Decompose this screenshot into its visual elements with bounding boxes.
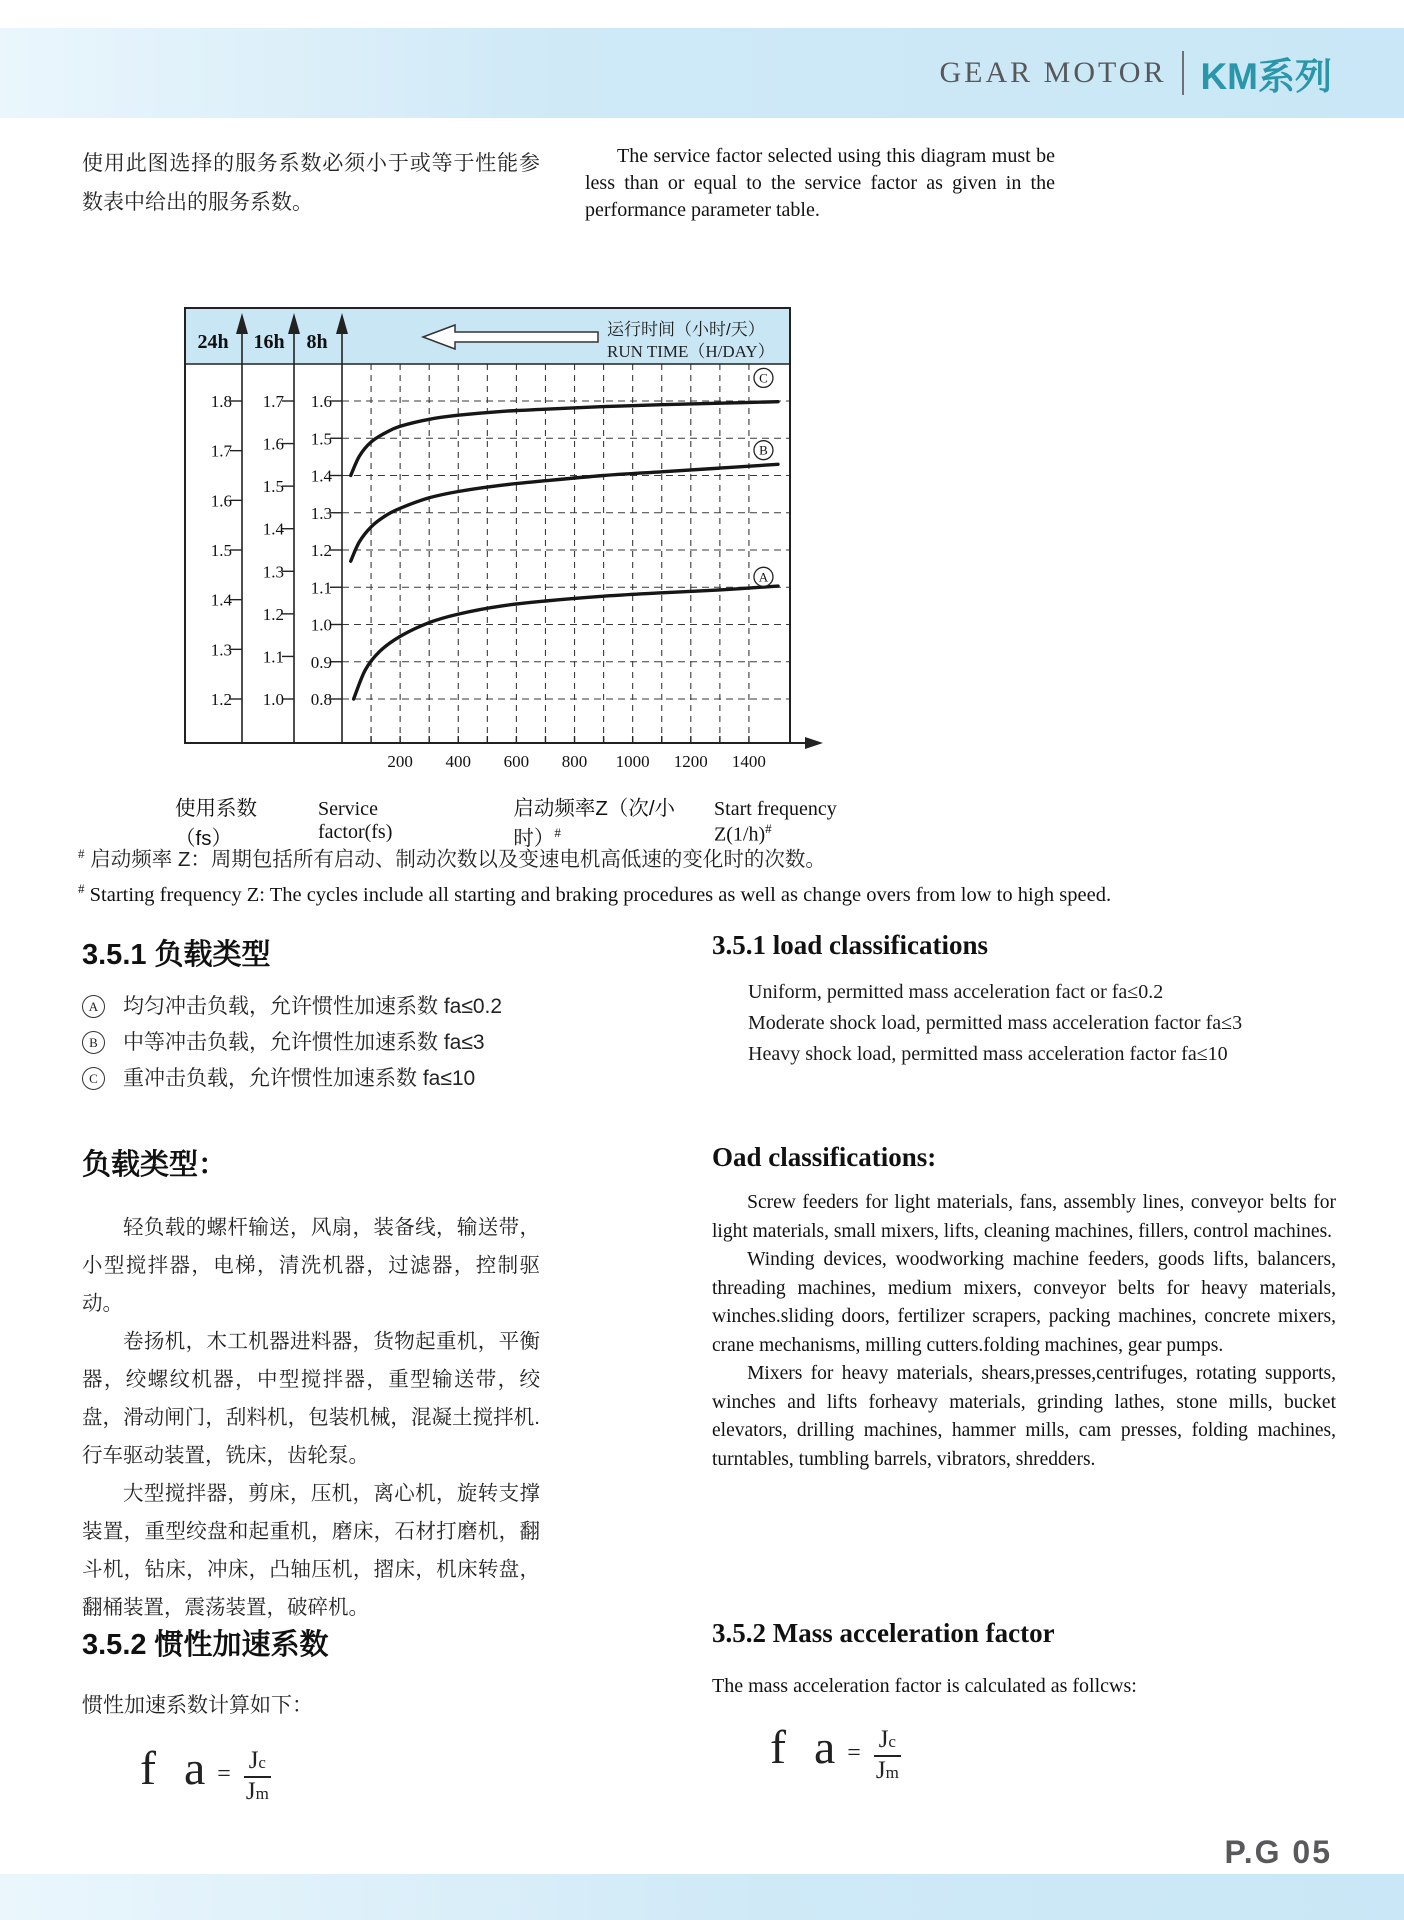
section-load-types-en — [712, 1142, 1336, 1474]
svg-text:1.8: 1.8 — [210, 392, 232, 411]
fa-formula-en — [770, 1721, 1336, 1786]
svg-text:8h: 8h — [306, 331, 328, 353]
caption-service-factor-en: Service factor(fs) — [317, 798, 393, 843]
svg-text:1.6: 1.6 — [262, 434, 284, 454]
svg-text:800: 800 — [561, 752, 588, 771]
mass-accel-title-en: 3.5.2 Mass acceleration factor — [712, 1618, 1055, 1648]
load-types-title-zh: 负载类型： — [82, 1149, 228, 1181]
svg-text:1.2: 1.2 — [310, 541, 332, 560]
load-types-para-heavy-en: Mixers for heavy materials, shears,presses,centrifuges, rotating supports, winches and lifts forheavy materials, grinding lathes, stone mills, bucket elevators, drilling machines, hammer mills, cam presses, folding machines, turntables, tumbling barrels, vibrators, shredders. — [712, 1363, 1336, 1470]
load-types-title-en: Oad classifications: — [712, 1142, 937, 1172]
formula-numerator: Jc — [244, 1747, 271, 1778]
load-types-para-heavy-zh: 大型搅拌器，剪床，压机，离心机，旋转支撑装置，重型绞盘和起重机，磨床，石材打磨机，翻斗机，钻床，冲床，凸轴压机，摺床，机床转盘，翻桶装置，震荡装置，破碎机。 — [82, 1482, 540, 1619]
formula-equals: = — [847, 1740, 861, 1766]
formula-numerator: Jc — [874, 1726, 901, 1757]
svg-text:200: 200 — [387, 752, 413, 771]
svg-text:1.1: 1.1 — [310, 578, 332, 598]
curve-A — [354, 586, 778, 699]
load-class-item-b-text: 中等冲击负载，允许惯性加速系数 fa≤3 — [123, 1031, 485, 1054]
section-mass-accel-en — [712, 1618, 1336, 1786]
header-product-title: GEAR MOTOR — [939, 56, 1167, 89]
header-divider — [1182, 51, 1184, 95]
svg-text:400: 400 — [445, 752, 472, 771]
svg-text:RUN TIME（H/DAY）: RUN TIME（H/DAY） — [607, 342, 775, 361]
load-class-para-moderate: Moderate shock load, permitted mass acceleration factor fa≤3 — [748, 1012, 1243, 1034]
load-class-item-c — [82, 1061, 552, 1097]
caption-start-frequency-en: Start frequency Z(1/h)# — [714, 798, 837, 846]
mass-accel-title-zh: 3.5.2 惯性加速系数 — [82, 1629, 329, 1661]
svg-text:1200: 1200 — [673, 752, 708, 771]
mass-accel-lead-zh: 惯性加速系数计算如下： — [82, 1694, 313, 1717]
load-types-para-light-en: Screw feeders for light materials, fans, assembly lines, conveyor belts for light materials, small mixers, lifts, cleaning machines, fillers, control machines. — [712, 1192, 1336, 1242]
svg-text:1.6: 1.6 — [210, 491, 232, 511]
svg-text:1.0: 1.0 — [262, 690, 284, 709]
page-header — [939, 28, 1332, 118]
svg-text:1.3: 1.3 — [210, 640, 232, 660]
load-class-item-c-text: 重冲击负载，允许惯性加速系数 fa≤10 — [123, 1067, 476, 1090]
svg-text:16h: 16h — [253, 331, 285, 353]
svg-text:1.2: 1.2 — [262, 604, 284, 624]
svg-text:1.4: 1.4 — [310, 466, 332, 486]
svg-text:24h: 24h — [197, 331, 229, 353]
circled-letter-c: C — [82, 1067, 105, 1090]
svg-text:1.7: 1.7 — [210, 441, 232, 461]
load-class-para-uniform: Uniform, permitted mass acceleration fact or fa≤0.2 — [748, 981, 1164, 1003]
formula-denominator: Jm — [245, 1777, 269, 1805]
formula-equals: = — [217, 1761, 231, 1787]
load-class-para-heavy: Heavy shock load, permitted mass acceleration factor fa≤10 — [748, 1043, 1228, 1065]
section-title-zh: 3.5.1 负载类型 — [82, 939, 271, 971]
section-load-classifications-en — [712, 930, 1336, 1070]
footnote-en: # Starting frequency Z: The cycles include all starting and braking procedures as well as change overs from low to high speed. — [78, 881, 1112, 906]
section-title-en: 3.5.1 load classifications — [712, 930, 989, 960]
svg-text:1.5: 1.5 — [210, 541, 232, 560]
header-series-title: KM系列 — [1200, 56, 1332, 97]
svg-text:A: A — [758, 569, 769, 585]
service-factor-chart — [183, 306, 833, 776]
footnote-zh: # 启动频率 Z：周期包括所有启动、制动次数以及变速电机高低速的变化时的次数。 — [78, 846, 826, 871]
svg-text:0.8: 0.8 — [310, 690, 332, 709]
svg-text:1.3: 1.3 — [262, 562, 284, 582]
load-class-items — [82, 989, 552, 1097]
svg-text:1.4: 1.4 — [210, 590, 232, 610]
formula-fraction — [871, 1726, 904, 1786]
section-load-classifications-zh — [82, 932, 552, 1097]
service-factor-chart-wrap — [175, 306, 883, 851]
svg-text:1.5: 1.5 — [262, 477, 284, 497]
load-types-paras-zh — [82, 1209, 540, 1627]
svg-text:1.5: 1.5 — [310, 429, 332, 449]
fa-formula-zh — [140, 1742, 552, 1807]
svg-text:1.1: 1.1 — [262, 647, 284, 667]
page-number: P.G 05 — [1224, 1834, 1332, 1870]
svg-text:C: C — [759, 370, 768, 386]
svg-text:1.4: 1.4 — [262, 519, 284, 539]
svg-text:0.9: 0.9 — [310, 652, 332, 672]
load-class-item-a — [82, 989, 552, 1025]
caption-service-factor-zh: 使用系数（fs） — [175, 797, 257, 850]
load-class-paras-en — [712, 977, 1336, 1070]
svg-text:1.2: 1.2 — [210, 690, 232, 709]
svg-text:B: B — [759, 442, 768, 458]
svg-text:1000: 1000 — [615, 752, 650, 771]
mass-accel-lead-en: The mass acceleration factor is calculated as follcws: — [712, 1675, 1137, 1697]
svg-text:1.3: 1.3 — [310, 503, 332, 523]
formula-lhs: f a — [140, 1742, 214, 1795]
circled-letter-b: B — [82, 1031, 105, 1054]
svg-text:1400: 1400 — [731, 752, 766, 771]
formula-lhs: f a — [770, 1721, 844, 1774]
caption-start-frequency-zh: 启动频率Z（次/小时）# — [513, 797, 676, 850]
formula-denominator: Jm — [875, 1756, 899, 1784]
formula-fraction — [241, 1747, 274, 1807]
load-types-para-light-zh: 轻负载的螺杆输送，风扇，装备线，输送带，小型搅拌器，电梯，清洗机器，过滤器，控制驱动。 — [82, 1216, 540, 1315]
load-types-para-medium-zh: 卷扬机，木工机器进料器，货物起重机，平衡器，绞螺纹机器，中型搅拌器，重型输送带，绞盘，滑动闸门，刮料机，包装机械，混凝土搅拌机.行车驱动装置，铣床，齿轮泵。 — [82, 1330, 540, 1467]
footnotes — [78, 842, 1350, 907]
load-class-item-a-text: 均匀冲击负载，允许惯性加速系数 fa≤0.2 — [123, 995, 503, 1018]
svg-text:1.0: 1.0 — [310, 615, 332, 635]
service-factor-chart-canvas — [183, 306, 883, 781]
svg-text:1.6: 1.6 — [310, 392, 332, 411]
load-types-paras-en — [712, 1189, 1336, 1474]
svg-text:600: 600 — [503, 752, 530, 771]
svg-text:1.7: 1.7 — [262, 392, 284, 411]
intro-paragraph-zh: 使用此图选择的服务系数必须小于或等于性能参数表中给出的服务系数。 — [82, 152, 540, 214]
section-load-types-zh — [82, 1142, 540, 1627]
circled-letter-a: A — [82, 995, 105, 1018]
section-mass-accel-zh — [82, 1622, 552, 1807]
intro-paragraph-en: The service factor selected using this diagram must be less than or equal to the service factor as given in the performance parameter table. — [585, 145, 1055, 221]
load-types-para-medium-en: Winding devices, woodworking machine feeders, goods lifts, balancers, threading machines, medium mixers, conveyor belts for heavy materials, winches.sliding doors, fertilizer scrapers, packing machines, concrete mixers, crane mechanisms, milling cutters.folding machines, gear pumps. — [712, 1249, 1336, 1356]
load-class-item-b — [82, 1025, 552, 1061]
svg-text:运行时间（小时/天）: 运行时间（小时/天） — [607, 320, 765, 339]
footer-band — [0, 1874, 1404, 1920]
